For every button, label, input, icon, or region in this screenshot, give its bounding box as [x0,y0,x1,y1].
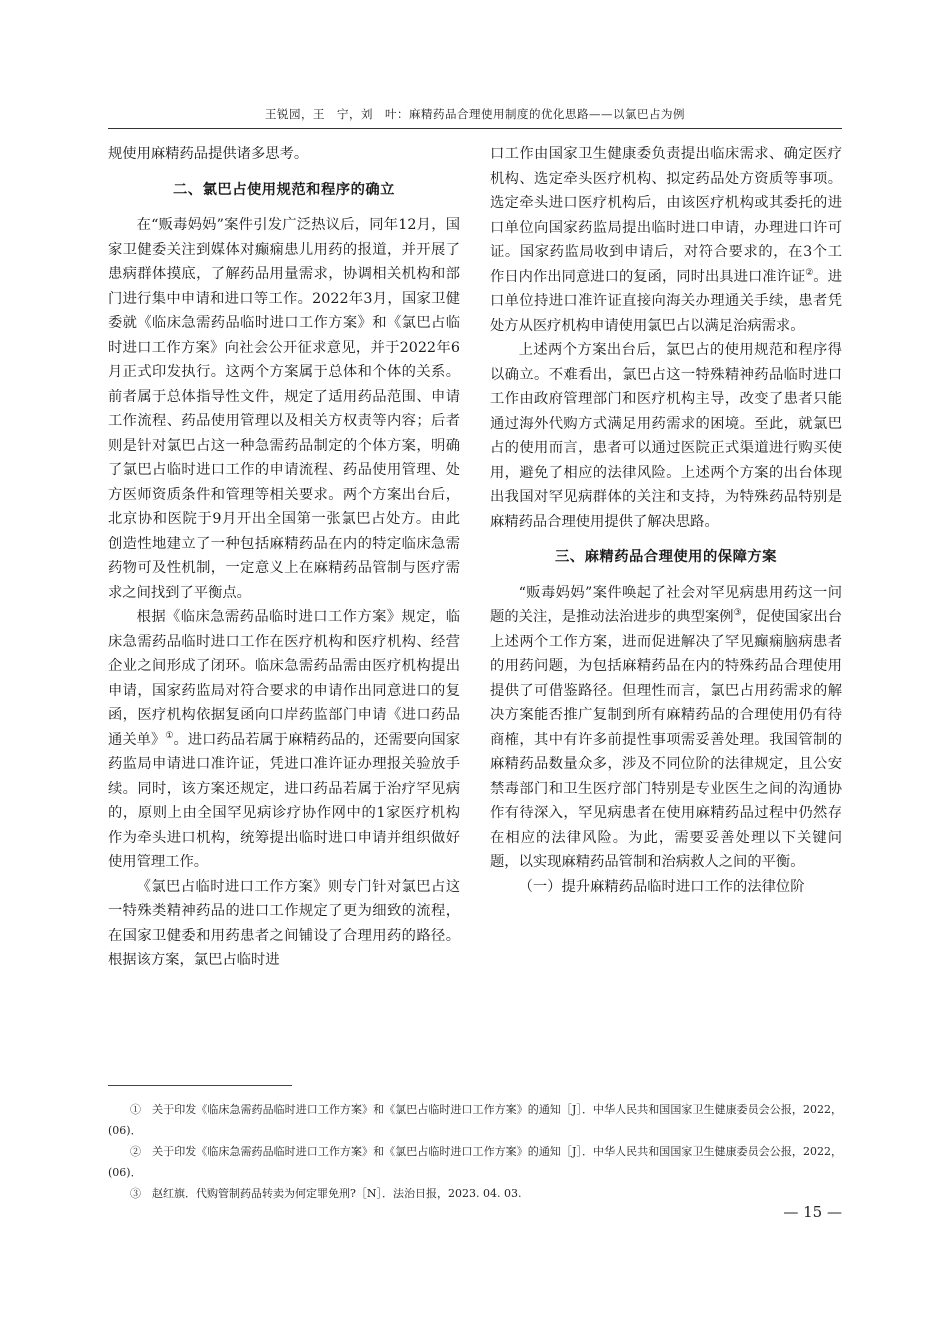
paragraph: 上述两个方案出台后，氯巴占的使用规范和程序得以确立。不难看出，氯巴占这一特殊精神药品临时进口工作由政府管理部门和医疗机构主导，改变了患者只能通过海外代购方式满足用药需求的困境。至此，就氯巴占的使用而言，患者可以通过医院正式渠道进行购买使用，避免了相应的法律风险。上述两个方案的出台体现出我国对罕见病群体的关注和支持，为特殊药品特别是麻精药品合理使用提供了解决思路。 [490,342,842,530]
paragraph: 《氯巴占临时进口工作方案》则专门针对氯巴占这一特殊类精神药品的进口工作规定了更为细致的流程，在国家卫健委和用药患者之间铺设了合理用药的路径。根据该方案，氯巴占临时进 [108,878,460,968]
footnotes [108,1100,842,1206]
paragraph: 在“贩毒妈妈”案件引发广泛热议后，同年12月，国家卫健委关注到媒体对癫痫患儿用药的报道，并开展了患病群体摸底，了解药品用量需求，协调相关机构和部门进行集中申请和进口等工作。2022年3月，国家卫健委就《临床急需药品临时进口工作方案》和《氯巴占临时进口工作方案》向社会公开征求意见，并于2022年6月正式印发执行。这两个方案属于总体和个体的关系。前者属于总体指导性文件，规定了适用药品范围、申请工作流程、药品使用管理以及相关方权责等内容；后者则是针对氯巴占这一种急需药品制定的个体方案，明确了氯巴占临时进口工作的申请流程、药品使用管理、处方医师资质条件和管理等相关要求。两个方案出台后，北京协和医院于9月开出全国第一张氯巴占处方。由此创造性地建立了一种包括麻精药品在内的特定临床急需药物可及性机制，一定意义上在麻精药品管制与医疗需求之间找到了平衡点。 [108,217,460,601]
footnote-divider [108,1085,292,1086]
paragraph [108,605,460,875]
paragraph-text: 口工作由国家卫生健康委负责提出临床需求、确定医疗机构、选定牵头医疗机构、拟定药品处方资质等事项。选定牵头进口医疗机构后，由该医疗机构或其委托的进口单位向国家药监局提出临时进口申请，办理进口许可证。国家药监局收到申请后，对符合要求的，在3个工作日内作出同意进口的复函，同时出具进口准许证 [490,146,842,285]
paragraph-text: “贩毒妈妈”案件唤起了社会对罕见病患用药这一问题的关注，是推动法治进步的典型案例 [490,584,842,625]
paragraph: 规使用麻精药品提供诸多思考。 [108,146,309,162]
subsection-heading: （一）提升麻精药品临时进口工作的法律位阶 [518,878,805,895]
page-number: — 15 — [783,1203,842,1221]
footnote-3: ③ 赵红旗．代购管制药品转卖为何定罪免刑?［N］．法治日报，2023. 04. 03. [130,1187,522,1200]
right-column [490,142,842,899]
paragraph-text: 。进口单位持进口准许证直接向海关办理通关手续，患者凭处方从医疗机构申请使用氯巴占以满足治病需求。 [490,268,843,334]
footnote-1: ① 关于印发《临床急需药品临时进口工作方案》和《氯巴占临时进口工作方案》的通知［J］．中华人民共和国国家卫生健康委员会公报，2022，(06)． [108,1103,842,1137]
footnote-ref-1[interactable]: ① [165,730,174,741]
footnote-2: ② 关于印发《临床急需药品临时进口工作方案》和《氯巴占临时进口工作方案》的通知［J］．中华人民共和国国家卫生健康委员会公报，2022，(06)． [108,1145,842,1179]
section-heading-3: 三、麻精药品合理使用的保障方案 [555,549,777,565]
section-heading-2: 二、氯巴占使用规范和程序的确立 [173,181,395,198]
left-column [108,142,460,973]
header-divider [108,128,842,129]
footnote-ref-2[interactable]: ② [805,267,814,278]
paragraph [490,581,842,875]
running-header: 王锐园，王 宁，刘 叶：麻精药品合理使用制度的优化思路——以氯巴占为例 [265,107,685,121]
footnote-ref-3[interactable]: ③ [733,608,742,619]
paragraph [490,142,842,338]
paragraph-text: 。进口药品若属于麻精药品的，还需要向国家药监局申请进口准许证，凭进口准许证办理报关验放手续。同时，该方案还规定，进口药品若属于治疗罕见病的，原则上由全国罕见病诊疗协作网中的1家医疗机构作为牵头进口机构，统筹提出临时进口申请并组织做好使用管理工作。 [108,731,461,870]
paragraph-text: 根据《临床急需药品临时进口工作方案》规定，临床急需药品临时进口工作在医疗机构和医疗机构、经营企业之间形成了闭环。临床急需药品需由医疗机构提出申请，国家药监局对符合要求的申请作出同意进口的复函，医疗机构依据复函向口岸药监部门申请《进口药品通关单》 [108,609,460,748]
paragraph-text: ，促使国家出台上述两个工作方案，进而促进解决了罕见癫痫脑病患者的用药问题，为包括麻精药品在内的特殊药品合理使用提供了可借鉴路径。但理性而言，氯巴占用药需求的解决方案能否推广复制到所有麻精药品的合理使用仍有待商榷，其中有许多前提性事项需妥善处理。我国管制的麻精药品数量众多，涉及不同位阶的法律规定，且公安禁毒部门和卫生医疗部门特别是专业医生之间的沟通协作有待深入，罕见病患者在使用麻精药品过程中仍然存在相应的法律风险。为此，需要妥善处理以下关键问题，以实现麻精药品管制和治病救人之间的平衡。 [490,609,843,870]
